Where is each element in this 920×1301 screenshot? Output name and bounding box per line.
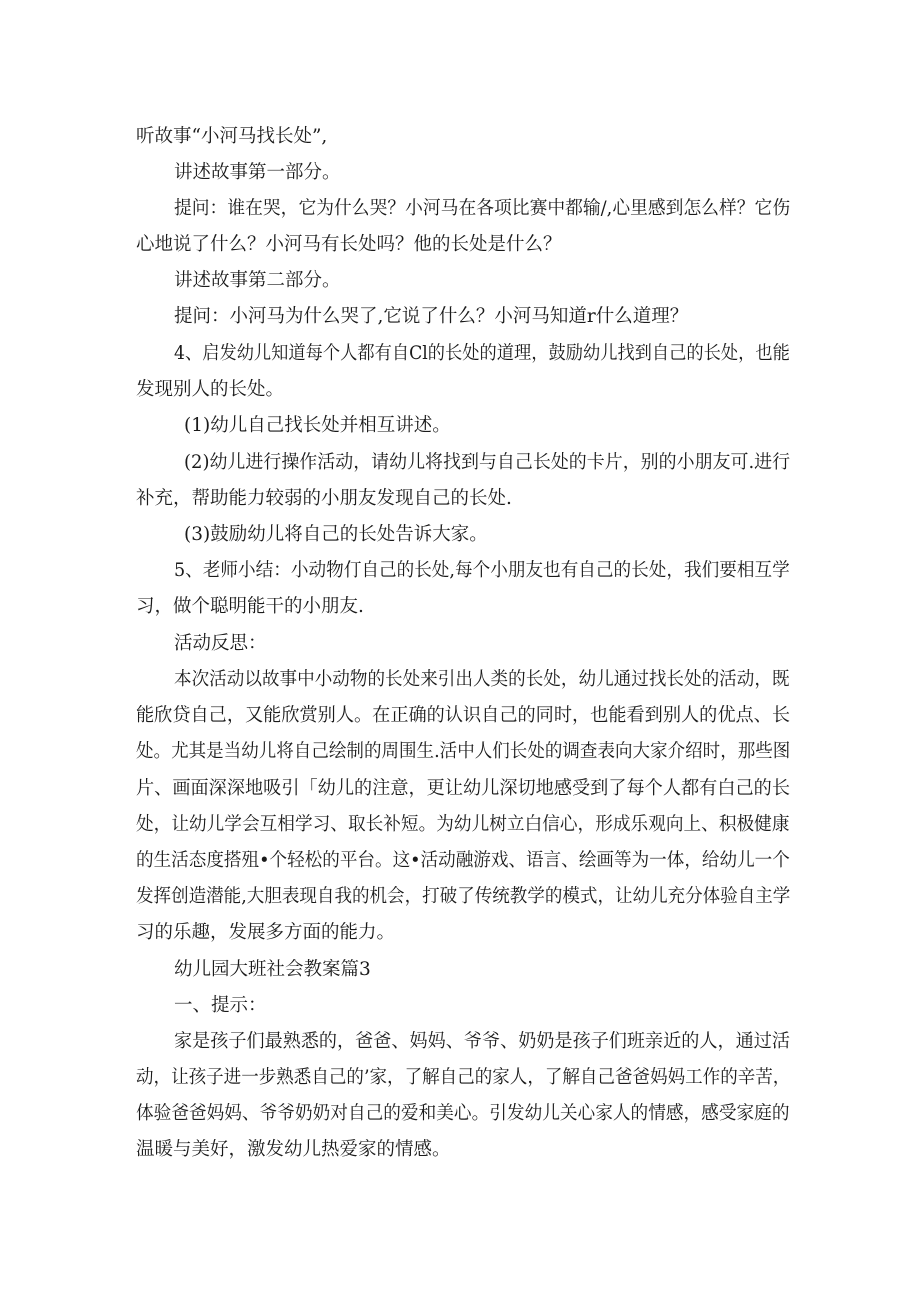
text-line: 片、画面深深地吸引「幼儿的注意，更让幼儿深切地感受到了每个人都有白己的长 (136, 778, 791, 799)
text-line: 提问：谁在哭，它为什么哭？小河马在各项比赛中都输/,心里感到怎么样？它伤 (174, 198, 791, 219)
text-line: 处，让幼儿学会互相学习、取长补短。为幼儿树立白信心，形成乐观向上、积极健康 (136, 814, 790, 835)
text-line: (2)幼儿进行操作活动，请幼儿将找到与自己长处的卡片，别的小朋友可.进行 (184, 452, 791, 473)
text-line: 活动反思： (174, 633, 267, 654)
text-line: 心地说了什么？小河马有长处吗？他的长处是什么？ (136, 234, 562, 255)
text-line: 听故事“小河马找长处”, (136, 126, 328, 147)
text-line: 4、启发幼儿知道每个人都有自Cl的长处的道理，鼓励幼儿找到自己的长处，也能 (174, 343, 790, 364)
text-line: 的生活态度搭殂•个轻松的平台。这•活动融游戏、语言、绘画等为一体，给幼儿一个 (136, 850, 790, 871)
text-line: 温暖与美好，激发幼儿热爱家的情感。 (136, 1139, 451, 1160)
text-line: (1)幼儿自己找长处并相互讲述。 (184, 415, 451, 436)
text-line: 提问：小河马为什么哭了,它说了什么？小河马知道r什么道理？ (174, 306, 689, 327)
text-line: 讲述故事第一部分。 (174, 162, 341, 183)
text-line: 体验爸爸妈妈、爷爷奶奶对自己的爱和美心。引发幼儿关心家人的情感，感受家庭的 (136, 1103, 790, 1124)
text-line: 处。尤其是当幼儿将自己绘制的周围生.活中人们长处的调查表向大家介绍时，那些图 (136, 741, 791, 762)
text-line: 习的乐趣，发展多方面的能力。 (136, 922, 396, 943)
text-line: 本次活动以故事中小动物的长处来引出人类的长处，幼儿通过找长处的活动，既 (174, 669, 790, 690)
text-line: 补充，帮助能力较弱的小朋友发现自己的长处. (136, 488, 512, 509)
text-line: (3)鼓励幼儿将自己的长处告诉大家。 (184, 524, 488, 545)
text-line: 能欣贷自己，又能欣赏别人。在正确的认识自己的同时，也能看到别人的优点、长 (136, 705, 791, 726)
text-line: 讲述故事第二部分。 (174, 270, 341, 291)
text-line: 发挥创造潜能,大胆表现自我的机会，打破了传统教学的模式，让幼儿充分体验自主学 (136, 886, 791, 907)
text-line: 家是孩子们最熟悉的，爸爸、妈妈、爷爷、奶奶是孩子们班亲近的人，通过活 (174, 1031, 790, 1052)
section-heading: 幼儿园大班社会教案篇3 (174, 959, 371, 980)
text-line: 5、老师小结：小动物仃自己的长处,每个小朋友也有自己的长处，我们要相互学 (174, 560, 790, 581)
text-line: 动，让孩子进一步熟悉自己的’家，了解自己的家人，了解自己爸爸妈妈工作的辛苦， (136, 1067, 791, 1088)
text-line: 习，做个聪明能干的小朋友. (136, 596, 364, 617)
text-line: 一、提示： (174, 995, 267, 1016)
text-line: 发现别人的长处。 (136, 379, 285, 400)
